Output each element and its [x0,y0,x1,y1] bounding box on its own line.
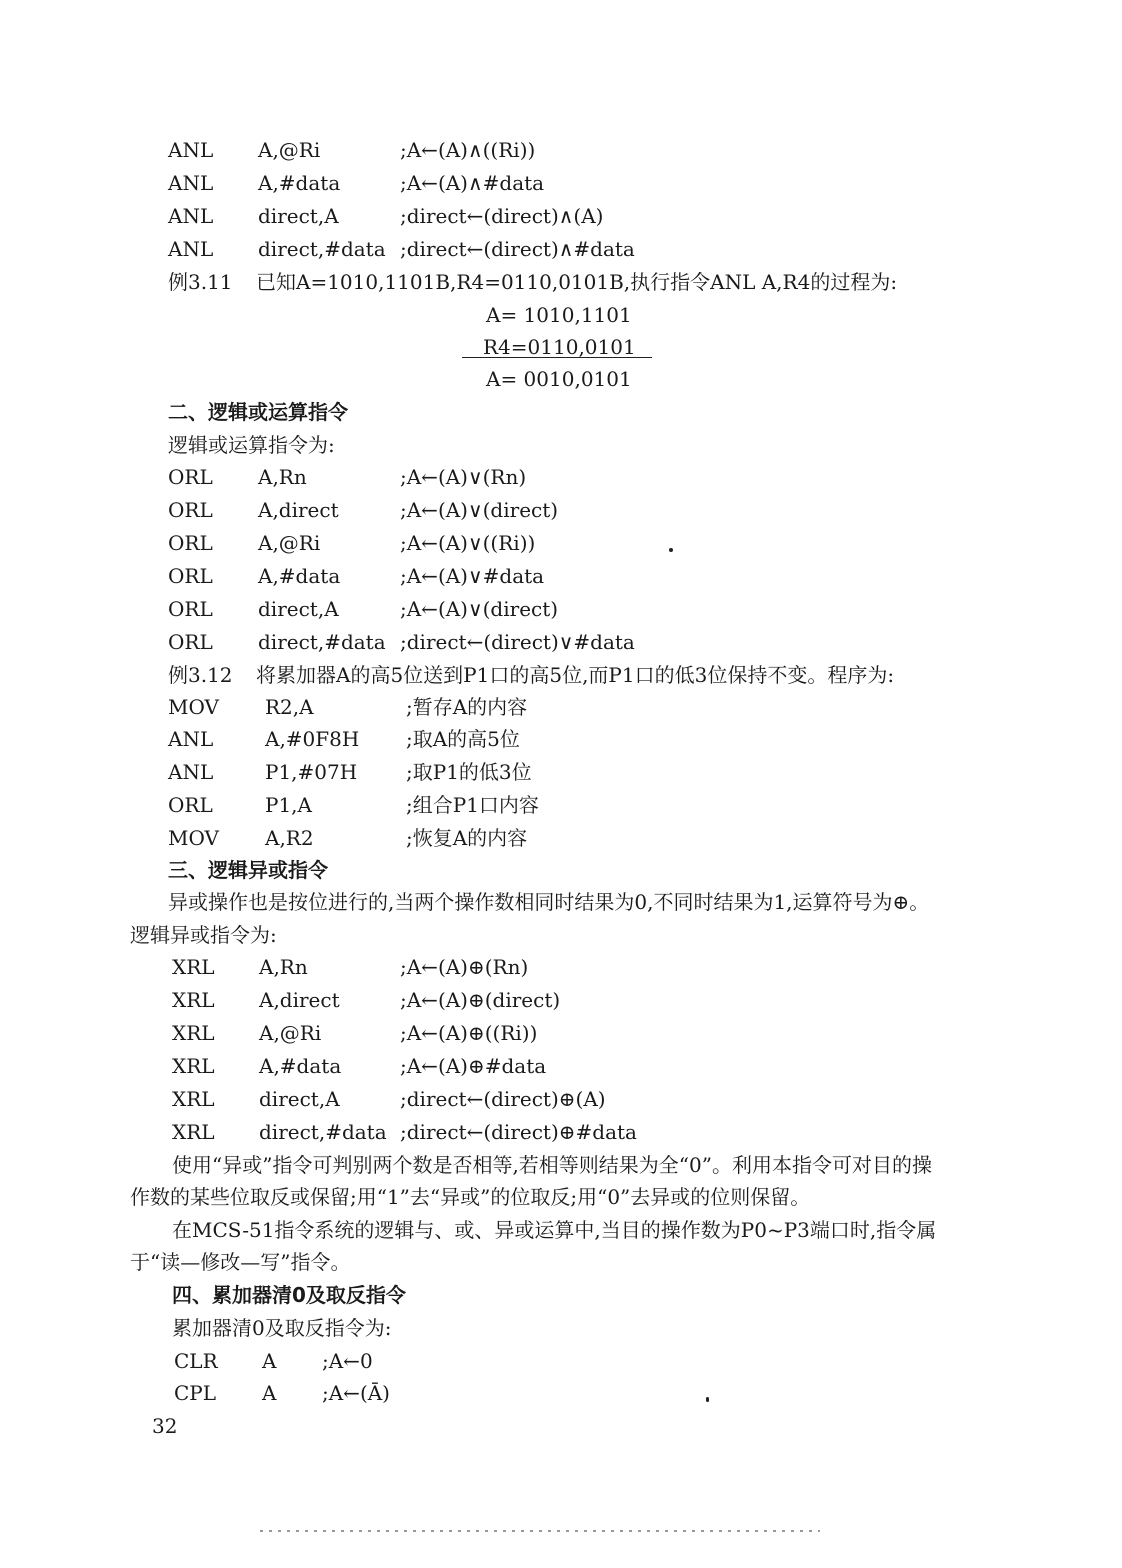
opcode: ORL [168,498,213,522]
operands: A,@Ri [258,531,321,555]
example-text: 将累加器A的高5位送到P1口的高5位,而P1口的低3位保持不变。程序为: [256,663,895,687]
comment: ;组合P1口内容 [406,793,539,817]
operands: direct,A [259,1087,340,1111]
opcode: ANL [168,171,214,195]
operands: A,@Ri [259,1021,322,1045]
operands: A,@Ri [258,138,321,162]
opcode: XRL [172,1120,215,1144]
example-label: 例3.11 [168,270,233,294]
comment: ;A←(A)∨((Ri)) [400,531,536,555]
comment: ;A←(A)∨#data [400,564,545,588]
paragraph-line: 在MCS-51指令系统的逻辑与、或、异或运算中,当目的操作数为P0~P3端口时,指令属 [172,1218,937,1242]
comment: ;direct←(direct)⊕(A) [400,1087,606,1111]
comment: ;暂存A的内容 [406,695,528,719]
opcode: ANL [168,727,214,751]
comment: ;A←(A)⊕((Ri)) [400,1021,538,1045]
operands: A [262,1349,277,1373]
comment: ;恢复A的内容 [406,826,528,850]
opcode: ORL [168,793,213,817]
comment: ;A←(A)∨(direct) [400,498,559,522]
opcode: ANL [168,760,214,784]
paragraph-line: 逻辑异或指令为: [130,923,277,947]
opcode: MOV [168,826,219,850]
opcode: MOV [168,695,219,719]
example-label: 例3.12 [168,663,233,687]
section-heading: 四、累加器清0及取反指令 [172,1283,406,1307]
opcode: XRL [172,955,215,979]
comment: ;取A的高5位 [406,727,520,751]
operands: A,direct [259,988,340,1012]
comment: ;A←0 [322,1349,373,1373]
calc-line-r4: R4=0110,0101 [483,335,636,359]
opcode: XRL [172,1087,215,1111]
operands: direct,A [258,204,339,228]
opcode: ORL [168,531,213,555]
opcode: ORL [168,564,213,588]
calc-line-a: A= 1010,1101 [486,303,632,327]
section-intro: 累加器清0及取反指令为: [172,1316,392,1340]
paragraph-line: 于“读—修改—写”指令。 [130,1250,351,1274]
comment: ;A←(A)⊕#data [400,1054,547,1078]
scan-speck [669,548,673,552]
comment: ;A←(A)∨(Rn) [400,465,527,489]
opcode: ORL [168,630,213,654]
operands: direct,A [258,597,339,621]
operands: direct,#data [258,630,386,654]
operands: A,Rn [258,465,307,489]
comment: ;direct←(direct)⊕#data [400,1120,637,1144]
scan-edge-artifact [260,1530,820,1532]
operands: A,#data [258,564,341,588]
page-number: 32 [152,1414,178,1438]
comment: ;direct←(direct)∧#data [400,237,635,261]
operands: P1,A [265,793,312,817]
comment: ;A←(A)∧#data [400,171,545,195]
comment: ;direct←(direct)∧(A) [400,204,604,228]
section-heading: 二、逻辑或运算指令 [168,400,348,424]
calc-line-result: A= 0010,0101 [486,367,632,391]
operands: A,#data [259,1054,342,1078]
paragraph-line: 使用“异或”指令可判别两个数是否相等,若相等则结果为全“0”。利用本指令可对目的操 [172,1153,932,1177]
operands: P1,#07H [265,760,358,784]
operands: A,#0F8H [265,727,360,751]
operands: R2,A [265,695,314,719]
paragraph-line: 异或操作也是按位进行的,当两个操作数相同时结果为0,不同时结果为1,运算符号为⊕。 [168,890,930,914]
opcode: CLR [174,1349,218,1373]
comment: ;取P1的低3位 [406,760,532,784]
comment: ;A←(A)∧((Ri)) [400,138,536,162]
example-text: 已知A=1010,1101B,R4=0110,0101B,执行指令ANL A,R4的过程为: [256,270,898,294]
opcode: ORL [168,465,213,489]
operands: A,#data [258,171,341,195]
operands: A,direct [258,498,339,522]
section-heading: 三、逻辑异或指令 [168,858,328,882]
opcode: ANL [168,138,214,162]
opcode: ANL [168,237,214,261]
operands: direct,#data [258,237,386,261]
opcode: ANL [168,204,214,228]
calc-underline [462,357,652,358]
operands: A,Rn [259,955,308,979]
comment: ;A←(A)⊕(direct) [400,988,561,1012]
comment: ;A←(A)⊕(Rn) [400,955,529,979]
opcode: XRL [172,988,215,1012]
operands: direct,#data [259,1120,387,1144]
comment: ;A←(Ā) [322,1381,390,1405]
paragraph-line: 作数的某些位取反或保留;用“1”去“异或”的位取反;用“0”去异或的位则保留。 [130,1185,811,1209]
comment: ;A←(A)∨(direct) [400,597,559,621]
scan-speck [706,1397,709,1402]
section-intro: 逻辑或运算指令为: [168,433,335,457]
opcode: XRL [172,1021,215,1045]
opcode: XRL [172,1054,215,1078]
comment: ;direct←(direct)∨#data [400,630,635,654]
operands: A [262,1381,277,1405]
opcode: ORL [168,597,213,621]
operands: A,R2 [265,826,314,850]
opcode: CPL [174,1381,217,1405]
